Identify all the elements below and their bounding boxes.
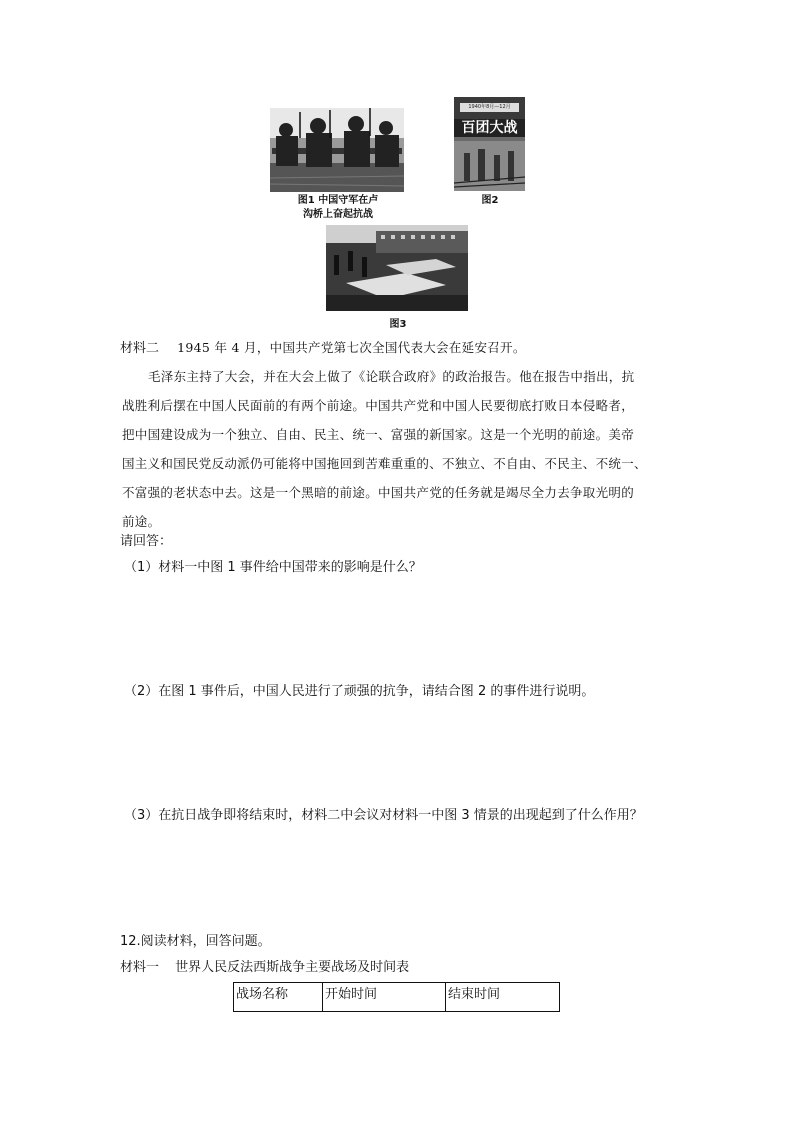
battlefield-table <box>233 982 560 1012</box>
question-12-title: 12.阅读材料，回答问题。 <box>120 934 271 949</box>
question-1: （1）材料一中图 1 事件给中国带来的影响是什么？ <box>124 560 422 575</box>
figure-1-caption-line-2: 沟桥上奋起抗战 <box>303 209 373 220</box>
figure-2-caption: 图2 <box>481 195 499 206</box>
material-2-heading <box>120 334 680 363</box>
question-2: （2）在图 1 事件后，中国人民进行了顽强的抗争，请结合图 2 的事件进行说明。 <box>124 684 595 699</box>
material-2-line: 国主义和国民党反动派仍可能将中国拖回到苦难重重的、不独立、不自由、不民主、不统一、 <box>122 456 647 471</box>
material-2-label: 材料二 <box>120 341 160 356</box>
material-2-body <box>122 362 682 536</box>
material-1-label: 材料一 <box>120 960 160 975</box>
material-2-line: 毛泽东主持了大会，并在大会上做了《论联合政府》的政治报告。他在报告中指出，抗 <box>148 369 635 384</box>
figure-2-cover-topline: 1940年8月—12月 <box>468 104 511 110</box>
answer-prompt: 请回答： <box>120 534 173 549</box>
figure-1-caption <box>268 194 408 222</box>
table-header-row <box>234 983 560 1012</box>
material-2-line: 前途。 <box>122 514 161 529</box>
figure-3-graphic <box>326 225 468 311</box>
question-3: （3）在抗日战争即将结束时，材料二中会议对材料一中图 3 情景的出现起到了什么作用？ <box>124 808 643 823</box>
figure-1-photo <box>270 108 404 192</box>
question-12-material-1 <box>120 956 409 975</box>
material-2-heading-text: 1945 年 4 月，中国共产党第七次全国代表大会在延安召开。 <box>177 340 526 355</box>
table-header-cell: 开始时间 <box>323 983 446 1012</box>
material-1-text: 世界人民反法西斯战争主要战场及时间表 <box>175 960 410 975</box>
figure-3-caption: 图3 <box>389 319 407 330</box>
figure-3-photo <box>326 225 468 311</box>
figure-2-cover <box>454 97 525 191</box>
material-2-line: 把中国建设成为一个独立、自由、民主、统一、富强的新国家。这是一个光明的前途。美帝 <box>122 427 635 442</box>
table-header-cell: 战场名称 <box>234 983 323 1012</box>
figure-1-graphic <box>270 108 404 192</box>
figure-1-caption-line-1: 图1 中国守军在卢 <box>297 195 379 206</box>
material-2-line: 不富强的老状态中去。这是一个黑暗的前途。中国共产党的任务就是竭尽全力去争取光明的 <box>122 485 635 500</box>
material-2-line: 战胜利后摆在中国人民面前的有两个前途。中国共产党和中国人民要彻底打败日本侵略者， <box>122 398 635 413</box>
table-header-cell: 结束时间 <box>446 983 560 1012</box>
figure-2-cover-title: 百团大战 <box>461 120 518 136</box>
